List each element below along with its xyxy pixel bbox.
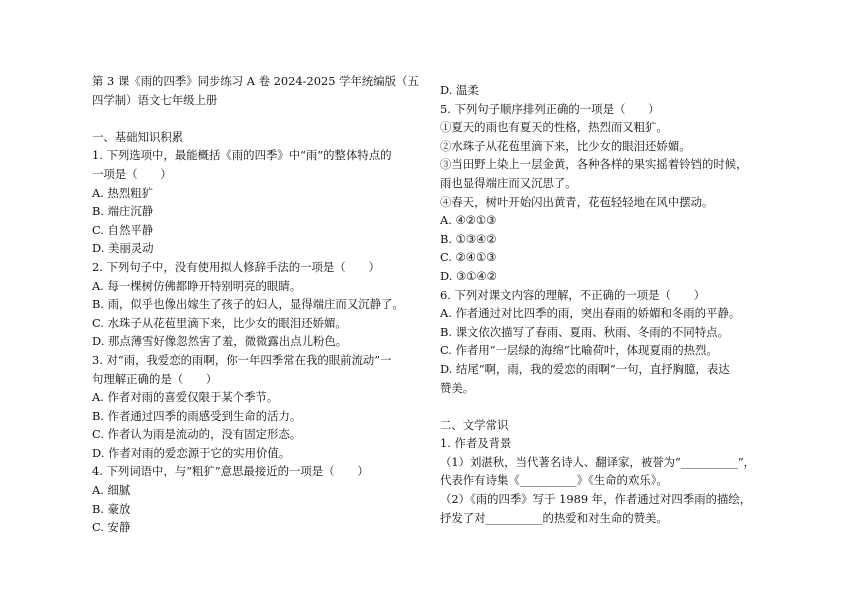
q4-option-b: B. 豪放 xyxy=(92,501,131,516)
section-2-sub-heading: 1. 作者及背景 xyxy=(440,436,512,451)
q4-option-c: C. 安静 xyxy=(92,520,131,535)
q3-stem-line-1: 3. 对“雨，我爱恋的雨啊，你一年四季常在我的眼前流动”一 xyxy=(92,352,392,367)
q6-option-a: A. 作者通过对比四季的雨，突出春雨的娇媚和冬雨的平静。 xyxy=(440,306,741,321)
doc-title-line-2: 四学制）语文七年级上册 xyxy=(92,92,218,107)
q2-option-b: B. 雨，似乎也像出嫁生了孩子的妇人，显得端庄而又沉静了。 xyxy=(92,297,404,312)
q1-option-b: B. 端庄沉静 xyxy=(92,204,154,219)
q6-stem: 6. 下列对课文内容的理解，不正确的一项是（ ） xyxy=(440,287,706,302)
q2-stem: 2. 下列句子中，没有使用拟人修辞手法的一项是（ ） xyxy=(92,259,380,274)
fill-blank-line-3: （2）《雨的四季》写于 1989 年，作者通过对四季雨的描绘， xyxy=(440,492,752,507)
q5-option-d: D. ③①④② xyxy=(440,268,497,283)
spacer xyxy=(92,109,422,128)
q3-stem-line-2: 句理解正确的是（ ） xyxy=(92,371,218,386)
q3-option-b: B. 作者通过四季的雨感受到生命的活力。 xyxy=(92,408,302,423)
q5-sentence-3: ③当田野上染上一层金黄，各种各样的果实摇着铃铛的时候， xyxy=(440,157,748,172)
q2-option-a: A. 每一棵树仿佛都睁开特别明亮的眼睛。 xyxy=(92,278,302,293)
q3-option-c: C. 作者认为雨是流动的，没有固定形态。 xyxy=(92,427,302,442)
spacer xyxy=(440,397,780,416)
q4-option-a: A. 细腻 xyxy=(92,483,131,498)
fill-blank-line-4: 抒发了对__________的热爱和对生命的赞美。 xyxy=(440,510,668,525)
fill-blank-line-1: （1）刘湛秋，当代著名诗人、翻译家，被誉为“__________”， xyxy=(440,454,756,469)
q6-option-b: B. 课文依次描写了春雨、夏雨、秋雨、冬雨的不同特点。 xyxy=(440,324,729,339)
q6-option-d-cont: 赞美。 xyxy=(440,380,475,395)
q5-sentence-3-cont: 雨也显得端庄而又沉思了。 xyxy=(440,175,577,190)
section-1-heading: 一、基础知识积累 xyxy=(92,129,184,144)
doc-title-line-1: 第 3 课《雨的四季》同步练习 A 卷 2024-2025 学年统编版（五 xyxy=(92,74,419,88)
q6-option-d: D. 结尾“啊，雨，我的爱恋的雨啊”一句，直抒胸臆，表达 xyxy=(440,361,730,376)
fill-blank-line-2: 代表作有诗集《__________》《生命的欢乐》。 xyxy=(440,473,668,488)
q3-option-d: D. 作者对雨的爱恋源于它的实用价值。 xyxy=(92,445,291,460)
q1-option-c: C. 自然平静 xyxy=(92,222,154,237)
q5-sentence-4: ④春天，树叶开始闪出黄青，花苞轻轻地在风中摆动。 xyxy=(440,194,714,209)
q5-sentence-1: ①夏天的雨也有夏天的性格，热烈而又粗犷。 xyxy=(440,120,668,135)
q1-option-d: D. 美丽灵动 xyxy=(92,241,154,256)
q4-stem: 4. 下列词语中，与“粗犷”意思最接近的一项是（ ） xyxy=(92,464,369,479)
q2-option-c: C. 水珠子从花苞里滴下来，比少女的眼泪还娇媚。 xyxy=(92,315,347,330)
q5-sentence-2: ②水珠子从花苞里滴下来，比少女的眼泪还娇媚。 xyxy=(440,138,691,153)
q1-option-a: A. 热烈粗犷 xyxy=(92,185,154,200)
left-column xyxy=(92,72,422,537)
q1-stem-line-2: 一项是（ ） xyxy=(92,166,172,181)
q5-option-b: B. ①③④② xyxy=(440,231,497,246)
q2-option-d: D. 那点薄雪好像忽然害了羞，微微露出点儿粉色。 xyxy=(92,334,348,349)
right-column xyxy=(440,81,780,527)
q1-stem-line-1: 1. 下列选项中，最能概括《雨的四季》中“雨”的整体特点的 xyxy=(92,148,392,163)
q6-option-c: C. 作者用“一层绿的海绵”比喻荷叶，体现夏雨的热烈。 xyxy=(440,343,718,358)
section-2-heading: 二、文学常识 xyxy=(440,417,509,432)
q4-option-d: D. 温柔 xyxy=(440,83,479,97)
q5-option-c: C. ②④①③ xyxy=(440,250,497,265)
q3-option-a: A. 作者对雨的喜爱仅限于某个季节。 xyxy=(92,390,279,405)
q5-stem: 5. 下列句子顺序排列正确的一项是（ ） xyxy=(440,101,660,116)
q5-option-a: A. ④②①③ xyxy=(440,213,497,228)
